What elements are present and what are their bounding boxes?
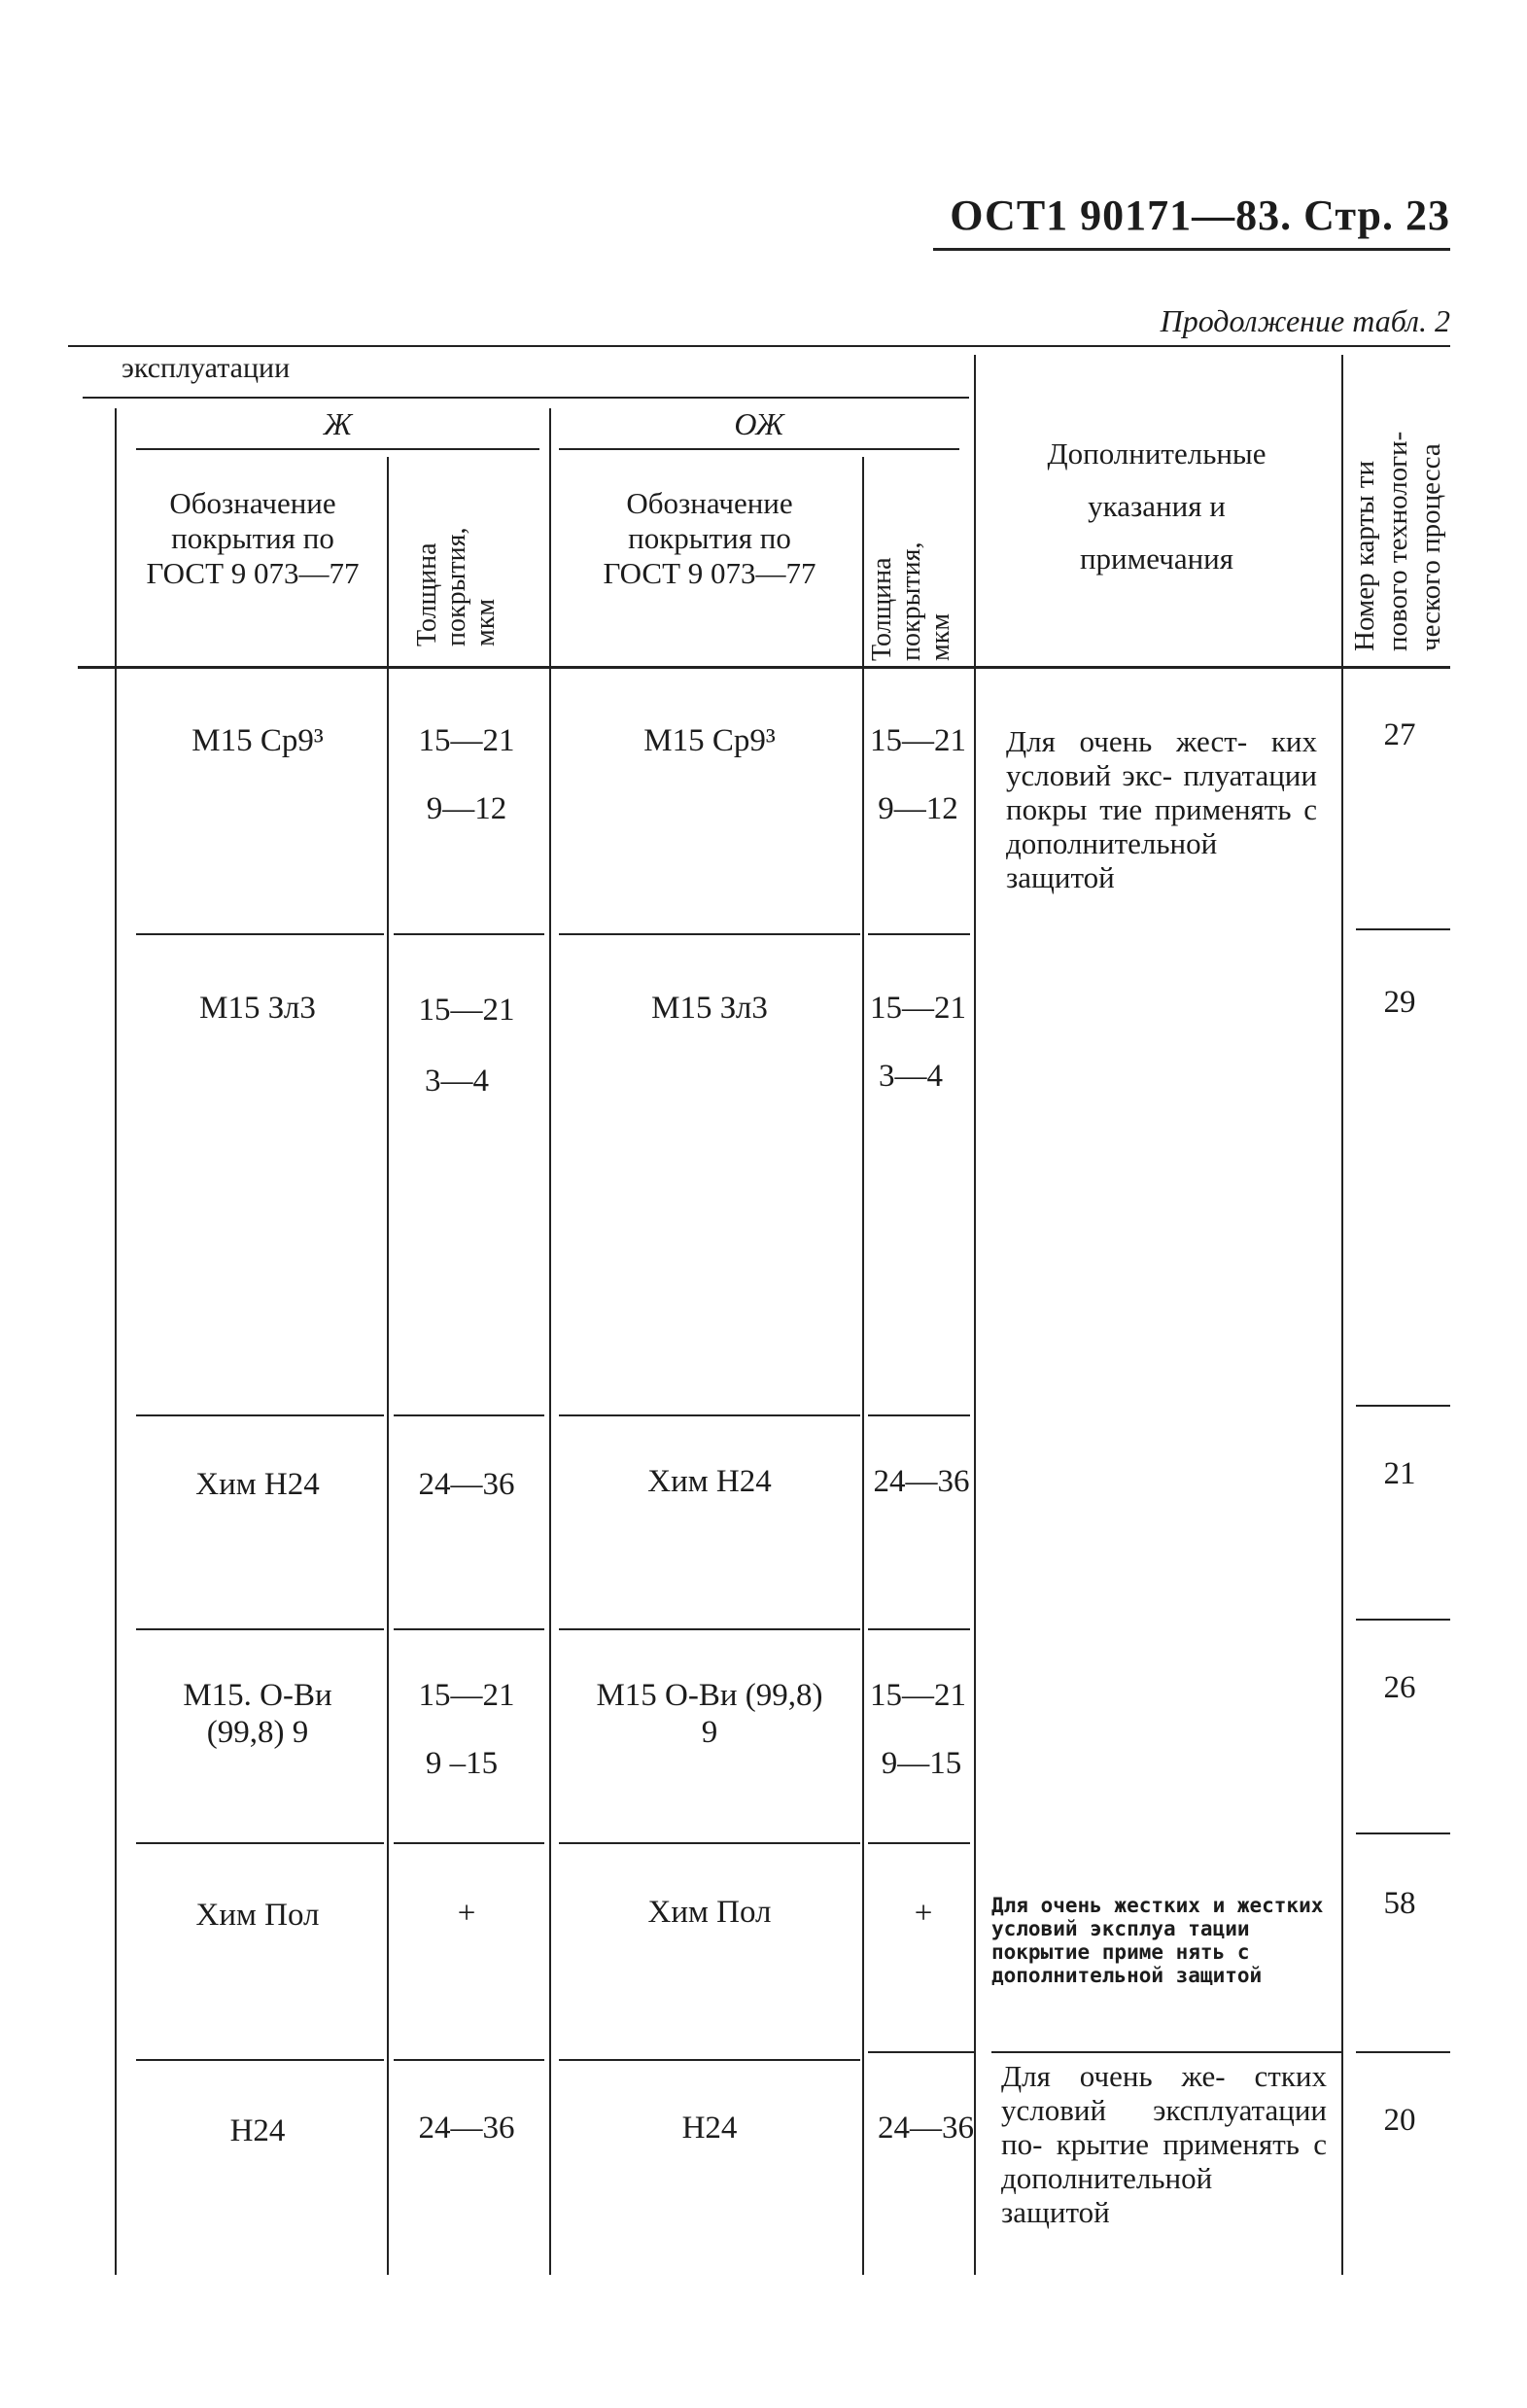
header-bottom-rule: [78, 666, 1450, 669]
r4-card: 26: [1383, 1670, 1416, 1705]
header-underline: [933, 248, 1450, 251]
note-1: Для очень жест- ких условий экс- плуатации покры тие применять с дополнительной защитой: [1006, 724, 1317, 894]
r2-zh-thk-1: 15—21: [418, 993, 515, 1028]
r6-ozh-coating: Н24: [681, 2111, 738, 2146]
row-sep-4: [136, 1842, 384, 1844]
row-sep-1: [136, 933, 384, 935]
r5-card: 58: [1383, 1886, 1416, 1921]
vline-left: [115, 408, 117, 2275]
group-ozh-label: ОЖ: [734, 406, 784, 441]
row-sep-2: [136, 1414, 384, 1416]
r2-card: 29: [1383, 985, 1416, 1020]
table-top-rule: [68, 345, 1450, 347]
row-sep-5: [136, 2059, 384, 2061]
row-sep-4e: [1356, 1832, 1450, 1834]
row-sep-1d: [868, 933, 970, 935]
row-sep-3: [136, 1628, 384, 1630]
card-number-header: Номер карты ти пового технологи- ческого процесса: [1349, 431, 1446, 651]
r2-ozh-coating: М15 Зл3: [651, 991, 768, 1026]
row-sep-5e: [991, 2051, 1341, 2053]
row-sep-5d: [868, 2051, 975, 2053]
note-3: Для очень же- стких условий эксплуатации по- крытие применять с дополнительной защитой: [1001, 2059, 1327, 2229]
row-sep-5b: [394, 2059, 544, 2061]
row-sep-4b: [394, 1842, 544, 1844]
vline-zh-mid: [387, 457, 389, 2275]
row-sep-4d: [868, 1842, 970, 1844]
r1-zh-thk-2: 9—12: [426, 791, 507, 826]
r2-zh-thk-2: 3—4: [425, 1064, 489, 1099]
r4-zh-thk-1: 15—21: [418, 1678, 515, 1713]
r1-zh-thk-1: 15—21: [418, 723, 515, 758]
row-sep-2e: [1356, 1405, 1450, 1407]
r3-zh-thk-1: 24—36: [418, 1467, 515, 1502]
row-sep-2c: [559, 1414, 860, 1416]
r6-zh-coating: Н24: [229, 2113, 286, 2148]
row-sep-5f: [1356, 2051, 1450, 2053]
row-sep-2b: [394, 1414, 544, 1416]
r3-ozh-thk-1: 24—36: [873, 1464, 970, 1499]
r1-card: 27: [1383, 717, 1416, 752]
r6-card: 20: [1383, 2103, 1416, 2138]
r3-zh-coating: Хим Н24: [195, 1467, 320, 1502]
r4-ozh-thk-2: 9—15: [881, 1746, 962, 1781]
exploitation-rule: [83, 397, 969, 399]
r4-ozh-coating: М15 О-Ви (99,8) 9: [596, 1678, 823, 1750]
r4-zh-thk-2: 9 –15: [425, 1746, 499, 1781]
r1-ozh-thk-1: 15—21: [870, 723, 966, 758]
r5-ozh-thk: +: [914, 1896, 933, 1931]
zh-coating-header: Обозначение покрытия по ГОСТ 9 073—77: [146, 486, 360, 590]
r5-ozh-coating: Хим Пол: [647, 1895, 772, 1930]
r3-card: 21: [1383, 1456, 1416, 1491]
row-sep-1e: [1356, 928, 1450, 930]
row-sep-3d: [868, 1628, 970, 1630]
r2-ozh-thk-1: 15—21: [870, 991, 966, 1026]
r5-zh-coating: Хим Пол: [195, 1898, 320, 1933]
r1-ozh-thk-2: 9—12: [878, 791, 958, 826]
row-sep-1c: [559, 933, 860, 935]
r3-ozh-coating: Хим Н24: [647, 1464, 772, 1499]
row-sep-3e: [1356, 1619, 1450, 1621]
row-sep-2d: [868, 1414, 970, 1416]
vline-notes-left: [974, 355, 976, 2275]
vline-zh-ozh: [549, 408, 551, 2275]
table-continuation: Продолжение табл. 2: [1160, 303, 1450, 338]
row-sep-4c: [559, 1842, 860, 1844]
row-sep-3c: [559, 1628, 860, 1630]
r5-zh-thk: +: [457, 1896, 476, 1931]
r4-zh-coating: М15. О-Ви (99,8) 9: [183, 1678, 332, 1750]
page-header: ОСТ1 90171—83. Стр. 23: [950, 192, 1450, 239]
row-sep-1b: [394, 933, 544, 935]
group-ozh-rule: [559, 448, 959, 450]
group-zh-rule: [136, 448, 539, 450]
vline-notes-right: [1341, 355, 1343, 2275]
r2-ozh-thk-2: 3—4: [879, 1059, 943, 1094]
row-sep-5c: [559, 2059, 860, 2061]
r4-ozh-thk-1: 15—21: [870, 1678, 966, 1713]
r2-zh-coating: М15 Зл3: [199, 991, 316, 1026]
ozh-coating-header: Обозначение покрытия по ГОСТ 9 073—77: [603, 486, 816, 590]
row-sep-3b: [394, 1628, 544, 1630]
zh-thickness-header: Толщина покрытия, мкм: [412, 527, 501, 646]
group-zh-label: Ж: [323, 406, 353, 441]
r6-ozh-thk-1: 24—36: [878, 2111, 974, 2146]
note-2: Для очень жестких и жестких условий эксплуа тации покрытие приме нять с дополнительной защитой: [991, 1894, 1324, 1987]
r1-zh-coating: М15 Ср9³: [191, 723, 324, 758]
additional-header: Дополнительные указания и примечания: [1047, 436, 1267, 576]
exploitation-label: эксплуатации: [121, 352, 291, 384]
r6-zh-thk-1: 24—36: [418, 2111, 515, 2146]
ozh-thickness-header: Толщина покрытия, мкм: [867, 541, 955, 661]
r1-ozh-coating: М15 Ср9³: [643, 723, 776, 758]
